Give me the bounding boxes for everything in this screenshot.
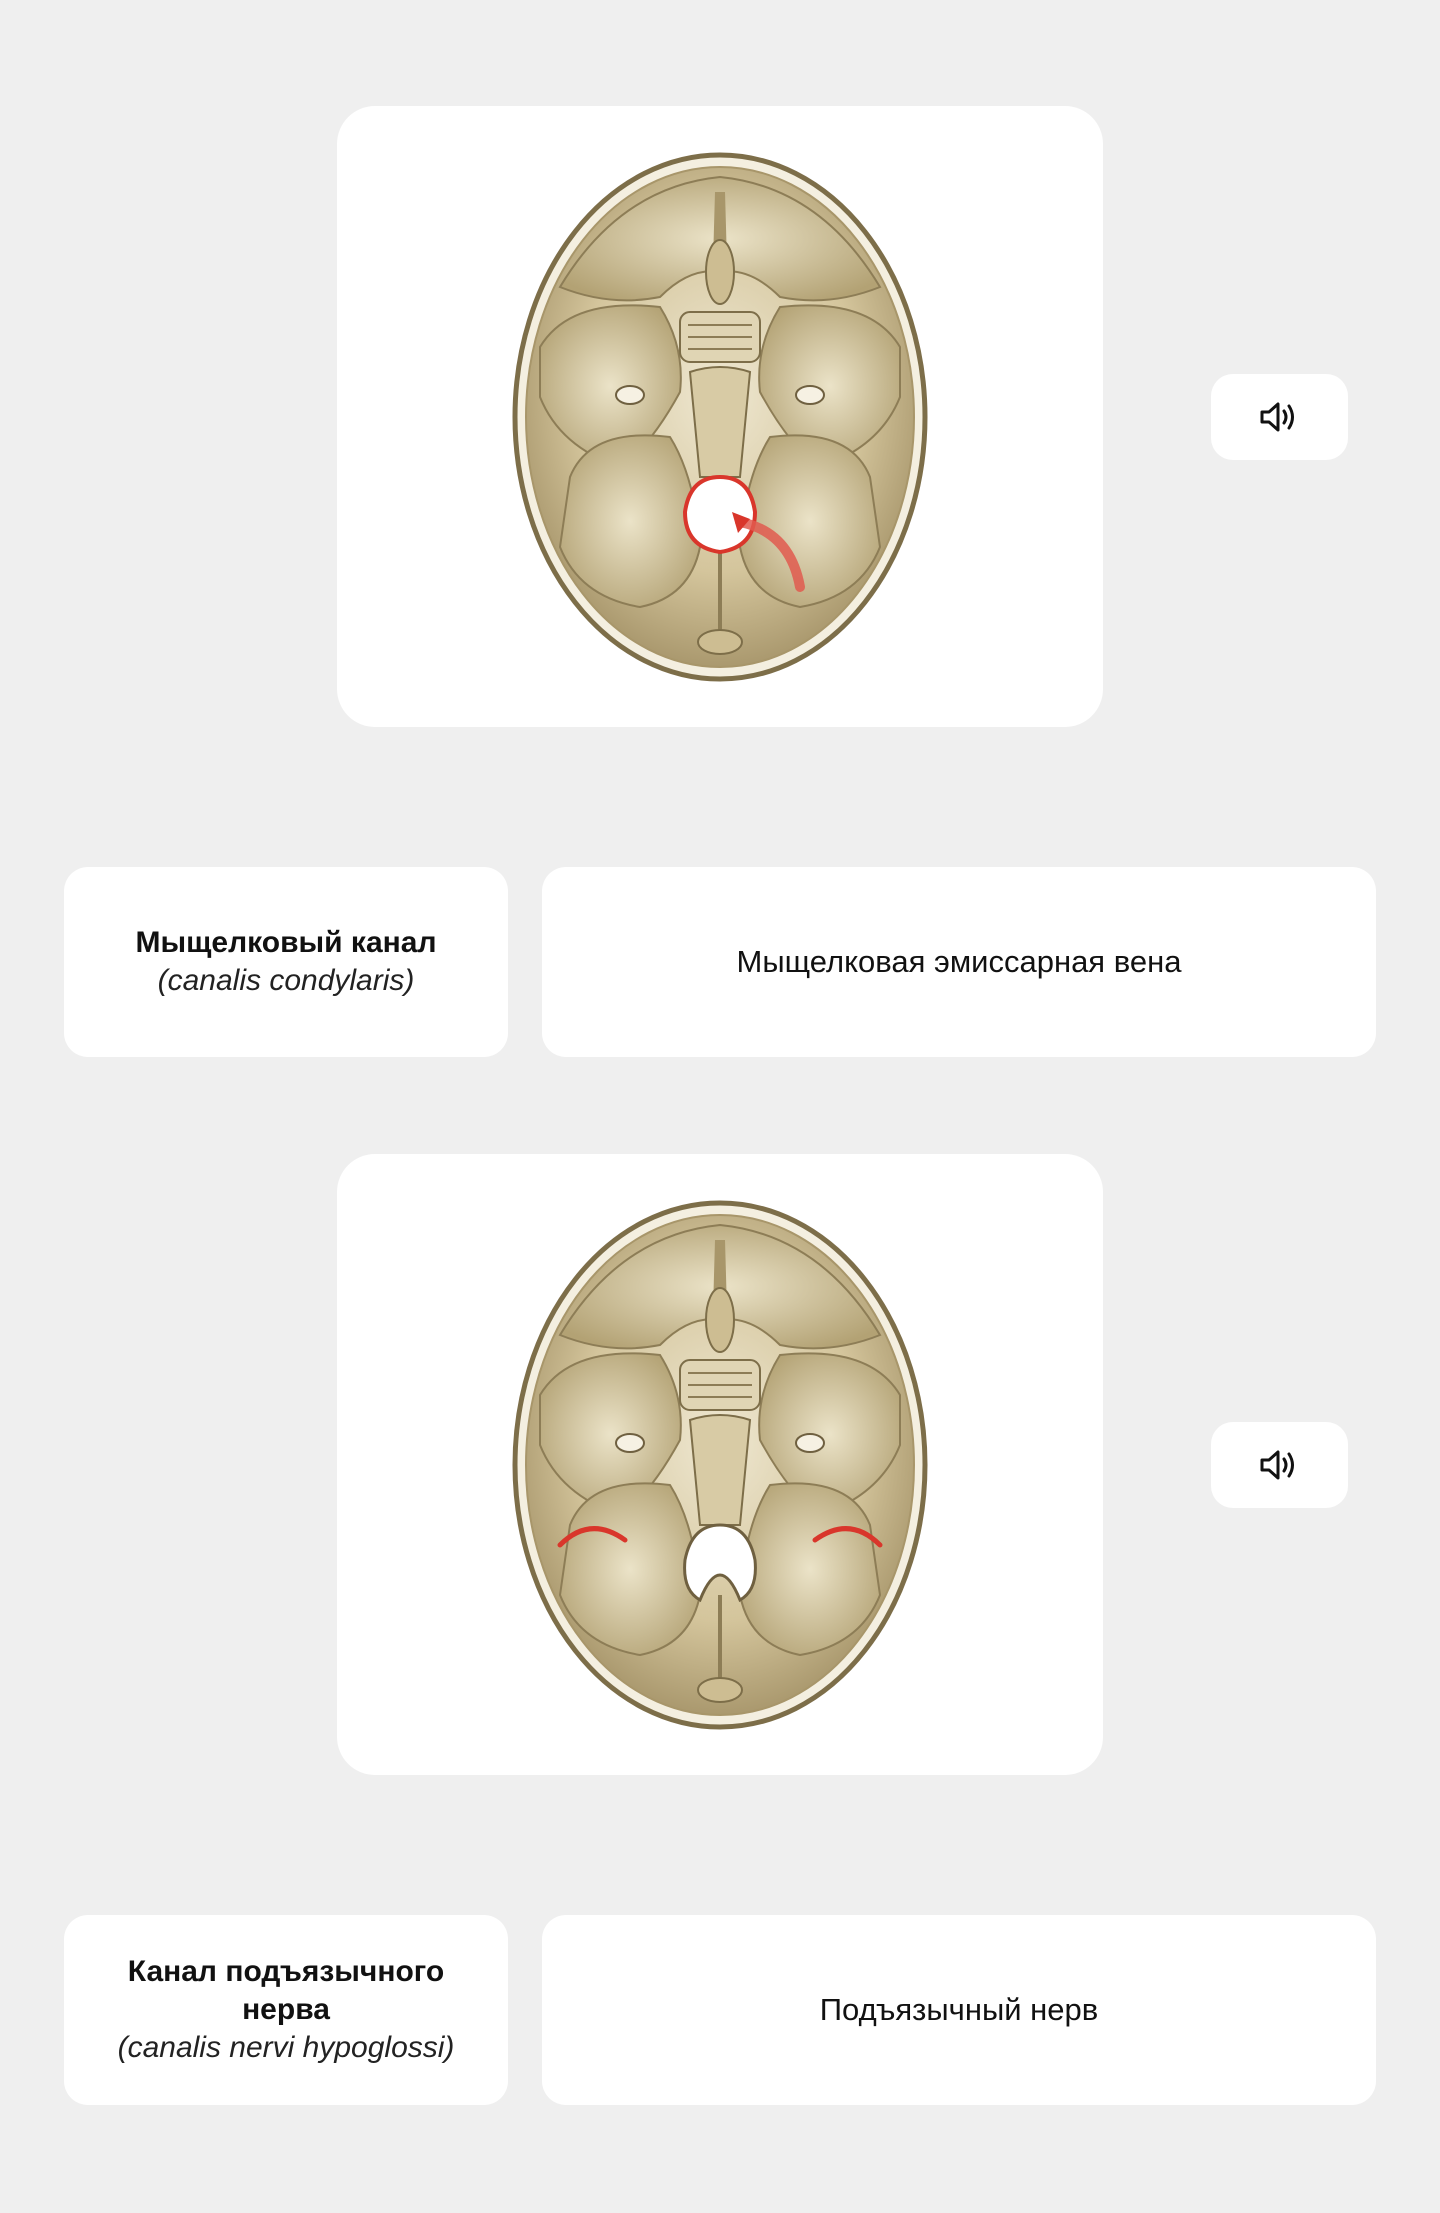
speaker-icon: [1259, 400, 1301, 434]
description-text: Мыщелковая эмиссарная вена: [736, 944, 1182, 979]
description-text: Подъязычный нерв: [819, 1992, 1099, 2027]
audio-play-button-2[interactable]: [1211, 1422, 1348, 1508]
term-name: Мыщелковый канал: [135, 926, 437, 959]
audio-play-button-1[interactable]: [1211, 374, 1348, 460]
skull-image-card-2: [337, 1154, 1103, 1775]
term-name: Канал подъязычного нерва: [127, 1955, 445, 2026]
skull-base-image: [500, 1195, 940, 1735]
foramen-magnum-highlight: [685, 477, 755, 552]
term-latin: (canalis nervi hypoglossi): [117, 2031, 455, 2064]
term-card-2: [64, 1915, 508, 2105]
term-latin: (canalis condylaris): [157, 964, 415, 997]
skull-image-card-1: [337, 106, 1103, 727]
skull-base-image: [500, 147, 940, 687]
description-card-2: [542, 1915, 1376, 2105]
speaker-icon: [1259, 1448, 1301, 1482]
term-card-1: [64, 867, 508, 1057]
description-card-1: [542, 867, 1376, 1057]
